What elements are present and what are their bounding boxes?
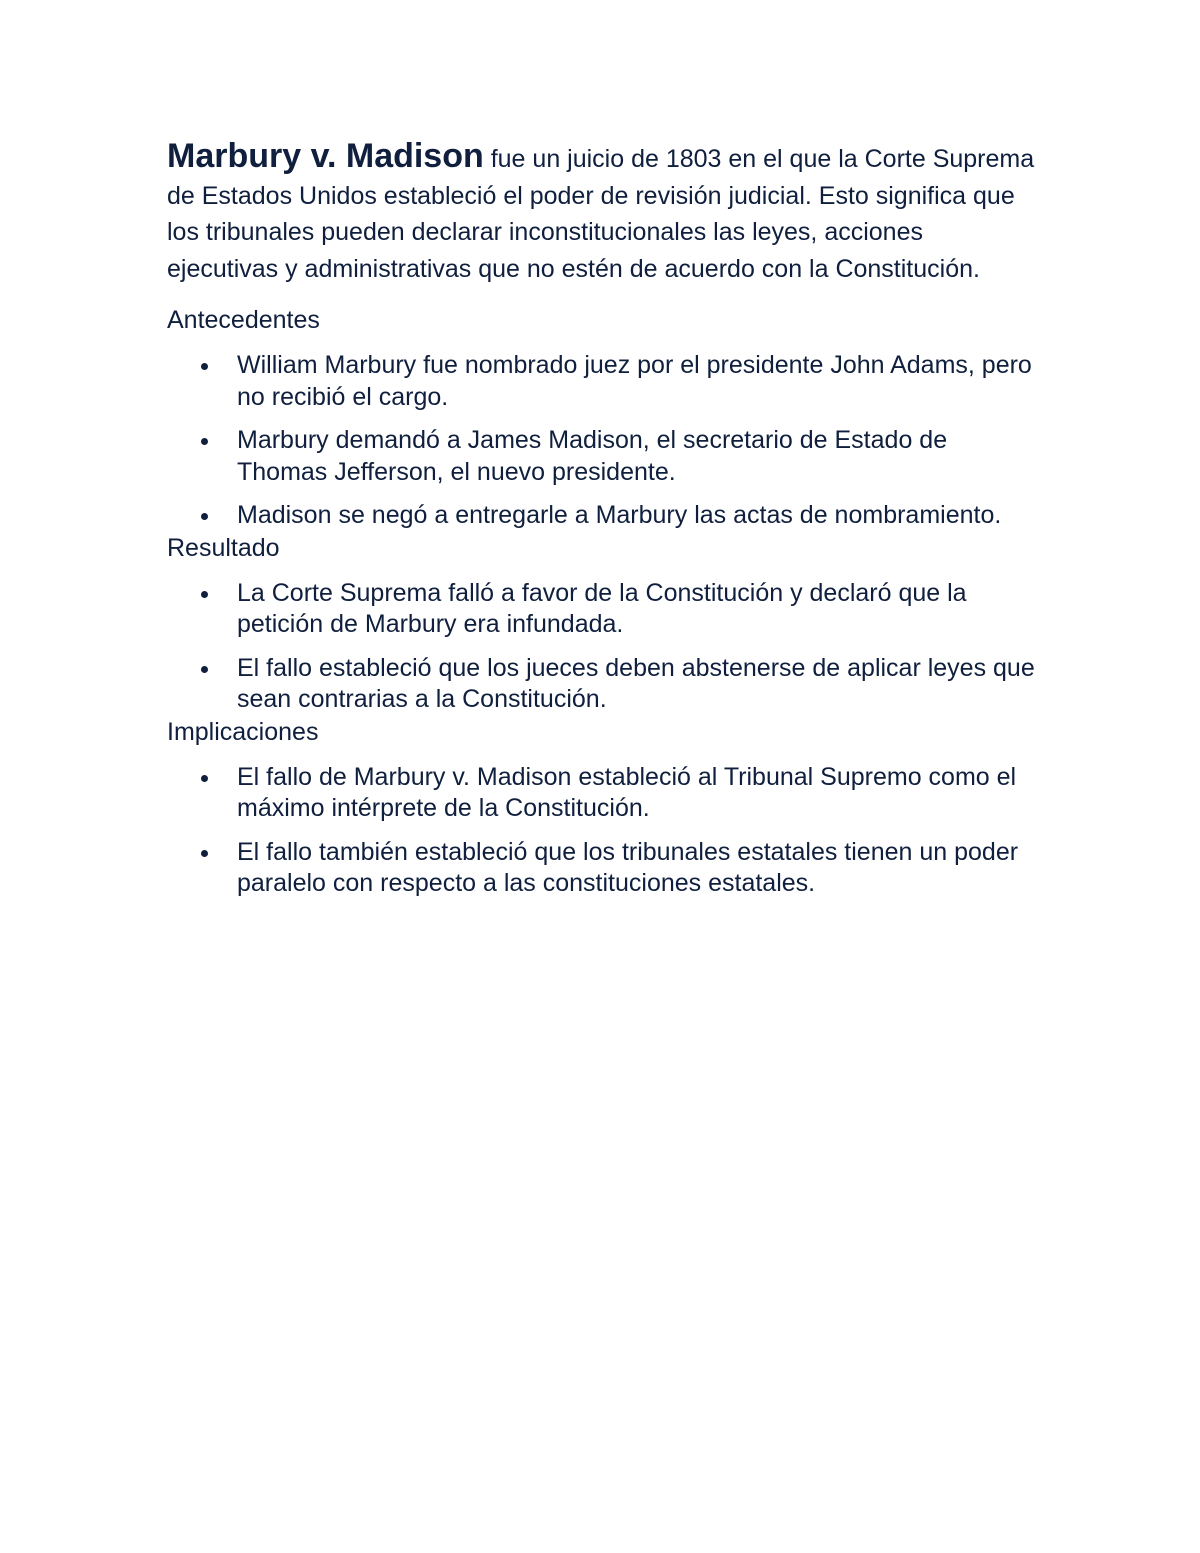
list-item-text: La Corte Suprema falló a favor de la Constitución y declaró que la petición de Marbury era infundada. xyxy=(237,578,967,638)
section-heading-antecedentes: Antecedentes xyxy=(167,306,320,334)
bullet-icon xyxy=(201,666,208,673)
list-item-text: El fallo de Marbury v. Madison estableció al Tribunal Supremo como el máximo intérprete de la Constitución. xyxy=(237,762,1017,822)
bullet-icon xyxy=(201,850,208,857)
bullet-icon xyxy=(201,363,208,370)
implicaciones-list xyxy=(167,762,1037,900)
antecedentes-list xyxy=(167,350,1037,532)
section-heading-resultado: Resultado xyxy=(167,533,280,562)
list-item xyxy=(167,653,1037,716)
list-item xyxy=(167,762,1037,825)
list-item-text: William Marbury fue nombrado juez por el presidente John Adams, pero no recibió el cargo. xyxy=(237,351,1032,411)
list-item-text: El fallo estableció que los jueces deben abstenerse de aplicar leyes que sean contrarias a la Constitución. xyxy=(237,653,1035,713)
document-content xyxy=(167,138,1037,900)
list-item xyxy=(167,578,1037,641)
list-item xyxy=(167,837,1037,900)
bullet-icon xyxy=(201,591,208,598)
bullet-icon xyxy=(201,775,208,782)
bullet-icon xyxy=(201,513,208,520)
intro-paragraph xyxy=(167,138,1037,287)
list-item xyxy=(167,350,1037,413)
resultado-list xyxy=(167,578,1037,716)
list-item xyxy=(167,500,1037,532)
list-item-text: El fallo también estableció que los tribunales estatales tienen un poder paralelo con respecto a las constituciones estatales. xyxy=(237,837,1019,897)
list-item-text: Marbury demandó a James Madison, el secretario de Estado de Thomas Jefferson, el nuevo presidente. xyxy=(237,426,948,486)
bullet-icon xyxy=(201,438,208,445)
intro-title: Marbury v. Madison xyxy=(167,137,484,175)
list-item-text: Madison se negó a entregarle a Marbury las actas de nombramiento. xyxy=(237,501,1002,529)
list-item xyxy=(167,425,1037,488)
intro-text: fue un juicio de 1803 en el que la Corte Suprema de Estados Unidos estableció el poder de revisión judicial. Esto significa que los tribunales pueden declarar inconstitucionales las leyes, acciones ejecutivas y administrativas que no estén de acuerdo con la Constitución. xyxy=(167,145,1035,283)
section-heading-implicaciones: Implicaciones xyxy=(167,717,319,746)
